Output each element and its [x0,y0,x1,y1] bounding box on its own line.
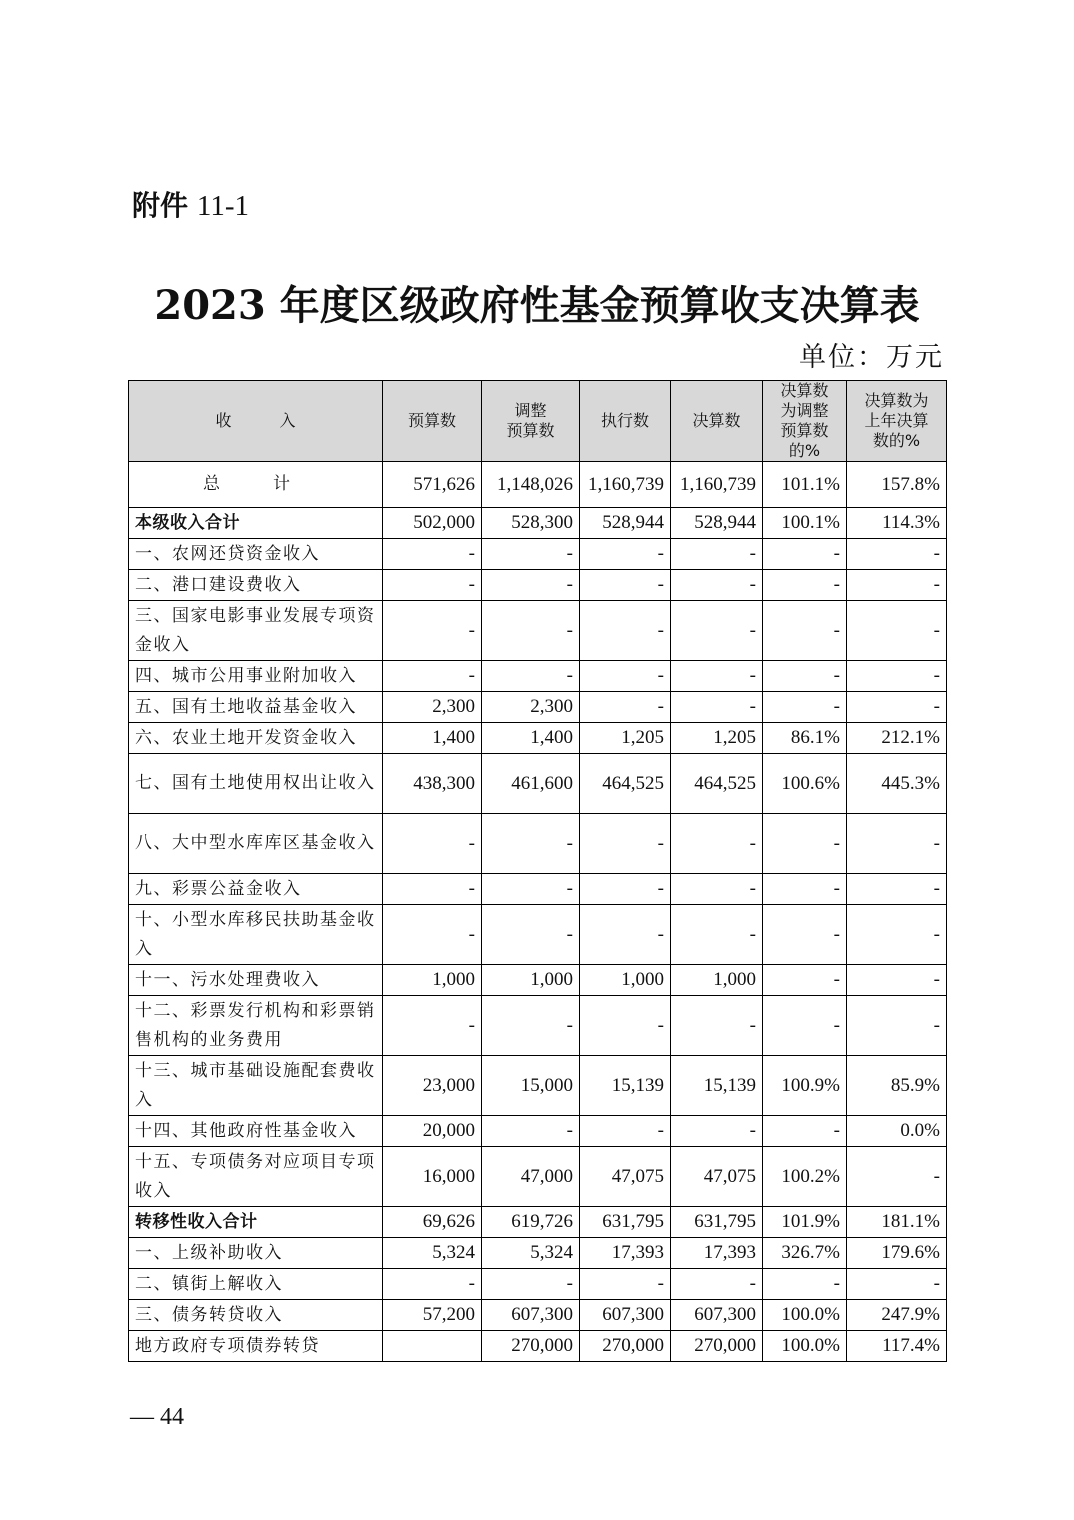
row-label: 本级收入合计 [129,508,383,539]
table-row [129,1207,947,1238]
row-label: 三、国家电影事业发展专项资金收入 [129,601,383,661]
row-label: 一、农网还贷资金收入 [129,539,383,570]
row-value: 114.3% [847,508,947,539]
table-row [129,814,947,874]
row-value: 0.0% [847,1116,947,1147]
row-value: - [763,814,847,874]
row-value: 438,300 [383,754,482,814]
row-value: 619,726 [482,1207,580,1238]
column-header-3: 执行数 [580,381,671,462]
row-value: 1,160,739 [580,462,671,508]
row-value: - [671,692,763,723]
row-value: 1,000 [482,965,580,996]
row-value: - [847,965,947,996]
row-value: - [580,1269,671,1300]
row-value: 445.3% [847,754,947,814]
row-value: 47,075 [580,1147,671,1207]
row-value: - [482,661,580,692]
row-label: 二、镇街上解收入 [129,1269,383,1300]
table-row [129,1300,947,1331]
row-value: - [847,814,947,874]
row-value: 247.9% [847,1300,947,1331]
row-label: 十、小型水库移民扶助基金收入 [129,905,383,965]
row-value: 1,205 [671,723,763,754]
table-row [129,539,947,570]
row-value: - [580,905,671,965]
row-value: - [847,905,947,965]
table-header [129,381,947,462]
row-value: - [763,601,847,661]
table-row [129,723,947,754]
row-value: - [763,996,847,1056]
table-row [129,1331,947,1362]
row-value: 607,300 [482,1300,580,1331]
row-value: 571,626 [383,462,482,508]
row-value: - [482,905,580,965]
row-value: 23,000 [383,1056,482,1116]
row-value: - [383,905,482,965]
row-value: - [763,692,847,723]
attachment-label-num: 11-1 [196,190,250,222]
row-value: 270,000 [482,1331,580,1362]
row-value: 15,000 [482,1056,580,1116]
row-label: 二、港口建设费收入 [129,570,383,601]
row-value: 101.9% [763,1207,847,1238]
row-label: 十五、专项债务对应项目专项收入 [129,1147,383,1207]
row-value: 1,000 [580,965,671,996]
row-value: 100.6% [763,754,847,814]
table-row [129,965,947,996]
table-row [129,754,947,814]
row-value: 5,324 [383,1238,482,1269]
row-value: - [580,661,671,692]
row-value: 1,148,026 [482,462,580,508]
budget-table [128,380,947,1362]
row-value: - [383,570,482,601]
row-value: 631,795 [671,1207,763,1238]
row-value: - [580,539,671,570]
column-header-5: 决算数 为调整 预算数 的% [763,381,847,462]
row-value: - [671,661,763,692]
table-row [129,874,947,905]
row-label: 八、大中型水库库区基金收入 [129,814,383,874]
row-value: 270,000 [580,1331,671,1362]
row-value: - [763,874,847,905]
row-value: - [383,661,482,692]
row-value: 1,000 [383,965,482,996]
row-value: - [671,1116,763,1147]
row-value: 1,400 [482,723,580,754]
row-label: 七、国有土地使用权出让收入 [129,754,383,814]
row-value: 100.0% [763,1331,847,1362]
attachment-label [132,188,249,224]
row-value: 69,626 [383,1207,482,1238]
row-label: 十四、其他政府性基金收入 [129,1116,383,1147]
row-value: - [763,905,847,965]
row-value: - [580,996,671,1056]
row-value: 2,300 [482,692,580,723]
row-value: - [847,996,947,1056]
row-value: - [383,996,482,1056]
row-value: 15,139 [671,1056,763,1116]
row-value: - [847,692,947,723]
row-value: - [671,905,763,965]
table-row [129,692,947,723]
table-row [129,1056,947,1116]
row-value: 464,525 [671,754,763,814]
row-value: 47,075 [671,1147,763,1207]
table-row [129,508,947,539]
row-value: 100.1% [763,508,847,539]
row-label: 转移性收入合计 [129,1207,383,1238]
row-value: 100.9% [763,1056,847,1116]
row-value: 85.9% [847,1056,947,1116]
row-value: 631,795 [580,1207,671,1238]
row-label: 九、彩票公益金收入 [129,874,383,905]
row-value: 528,944 [580,508,671,539]
row-value: - [671,539,763,570]
row-value: - [847,874,947,905]
row-value: 212.1% [847,723,947,754]
row-label: 总 计 [129,462,383,508]
row-value: - [580,814,671,874]
attachment-label-cn: 附件 [132,189,189,222]
table-row [129,661,947,692]
row-value: 270,000 [671,1331,763,1362]
row-value: - [482,874,580,905]
row-value: 1,205 [580,723,671,754]
row-label: 三、债务转贷收入 [129,1300,383,1331]
row-value: - [383,601,482,661]
row-value: 5,324 [482,1238,580,1269]
row-value: 117.4% [847,1331,947,1362]
row-value: 181.1% [847,1207,947,1238]
row-value: - [847,539,947,570]
row-value: 2,300 [383,692,482,723]
row-value: - [671,996,763,1056]
column-header-1: 预算数 [383,381,482,462]
row-value: 20,000 [383,1116,482,1147]
row-value [383,1331,482,1362]
row-value: 47,000 [482,1147,580,1207]
row-value: 528,300 [482,508,580,539]
row-value: - [383,874,482,905]
table-row [129,570,947,601]
row-value: - [847,1147,947,1207]
row-value: 17,393 [671,1238,763,1269]
row-value: - [383,814,482,874]
row-value: - [763,1269,847,1300]
page-number: — 44 [130,1404,184,1430]
table-row [129,1147,947,1207]
row-value: 1,400 [383,723,482,754]
row-label: 四、城市公用事业附加收入 [129,661,383,692]
row-value: - [580,1116,671,1147]
row-value: 461,600 [482,754,580,814]
row-value: 57,200 [383,1300,482,1331]
row-label: 五、国有土地收益基金收入 [129,692,383,723]
row-value: - [763,965,847,996]
row-value: - [580,570,671,601]
row-value: - [580,601,671,661]
row-value: - [671,601,763,661]
row-value: - [482,1116,580,1147]
column-header-0: 收 入 [129,381,383,462]
row-value: - [671,1269,763,1300]
unit-label: 单位：万元 [799,342,944,373]
row-value: 464,525 [580,754,671,814]
row-value: - [383,539,482,570]
row-value: - [847,601,947,661]
row-value: 100.0% [763,1300,847,1331]
row-value: 157.8% [847,462,947,508]
row-value: 607,300 [580,1300,671,1331]
table-row [129,1238,947,1269]
row-label: 六、农业土地开发资金收入 [129,723,383,754]
table-row [129,1269,947,1300]
row-value: - [580,874,671,905]
row-label: 十一、污水处理费收入 [129,965,383,996]
row-value: - [482,570,580,601]
row-value: - [763,661,847,692]
row-value: 1,160,739 [671,462,763,508]
row-value: 101.1% [763,462,847,508]
row-value: - [671,814,763,874]
row-label: 一、上级补助收入 [129,1238,383,1269]
row-value: 16,000 [383,1147,482,1207]
column-header-2: 调整 预算数 [482,381,580,462]
row-value: 179.6% [847,1238,947,1269]
row-value: - [847,661,947,692]
row-value: 15,139 [580,1056,671,1116]
row-value: - [482,601,580,661]
row-label: 地方政府专项债券转贷 [129,1331,383,1362]
row-value: 86.1% [763,723,847,754]
table-row [129,462,947,508]
row-value: 607,300 [671,1300,763,1331]
row-value: - [482,996,580,1056]
row-value: - [671,874,763,905]
table-row [129,601,947,661]
row-value: - [847,1269,947,1300]
row-value: - [847,570,947,601]
row-value: - [383,1269,482,1300]
row-value: - [763,1116,847,1147]
row-value: 326.7% [763,1238,847,1269]
table-row [129,996,947,1056]
row-value: - [580,692,671,723]
row-value: - [482,1269,580,1300]
page-title: 2023 年度区级政府性基金预算收支决算表 [154,282,920,329]
row-value: - [482,539,580,570]
column-header-4: 决算数 [671,381,763,462]
row-value: 100.2% [763,1147,847,1207]
row-value: 17,393 [580,1238,671,1269]
row-value: - [763,570,847,601]
row-value: - [482,814,580,874]
table-body [129,462,947,1362]
row-value: 528,944 [671,508,763,539]
table-row [129,905,947,965]
row-label: 十二、彩票发行机构和彩票销售机构的业务费用 [129,996,383,1056]
row-value: - [763,539,847,570]
row-value: 502,000 [383,508,482,539]
row-value: - [671,570,763,601]
column-header-6: 决算数为 上年决算 数的% [847,381,947,462]
header-row [129,381,947,462]
table-row [129,1116,947,1147]
row-label: 十三、城市基础设施配套费收入 [129,1056,383,1116]
row-value: 1,000 [671,965,763,996]
